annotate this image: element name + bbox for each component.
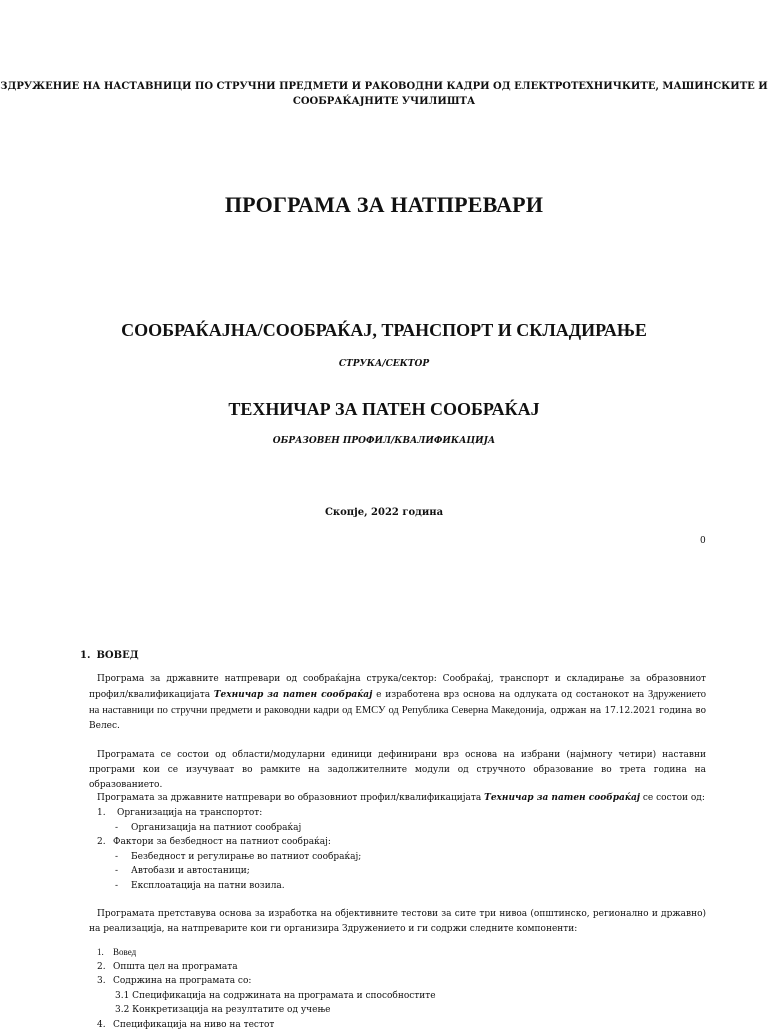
- list-item: 3. Содржина на програмата со:: [97, 974, 436, 989]
- document-title: ПРОГРАМА ЗА НАТПРЕВАРИ: [0, 192, 768, 218]
- intro-paragraph-2: Програмата се состои од области/модуларни единици дефинирани врз основа на избрани (најмногу четири) наставни програми кои се изучуваат во рамките на задолжителните модули од стручното образование во трета година на образованието.: [89, 748, 706, 793]
- list-subitem: - Експлоатација на патни возила.: [97, 879, 361, 894]
- components-list: [97, 945, 436, 1032]
- organization-line-1: ЗДРУЖЕНИЕ НА НАСТАВНИЦИ ПО СТРУЧНИ ПРЕДМЕТИ И РАКОВОДНИ КАДРИ ОД ЕЛЕКТРОТЕХНИЧКИТЕ, МАШИНСКИТЕ И: [0, 79, 768, 94]
- section-heading: [80, 650, 145, 661]
- list-item: 1. Организација на транспортот:: [97, 806, 361, 821]
- section-number: 1.: [80, 650, 90, 661]
- profile-emphasis: Техничар за патен сообраќај: [214, 690, 373, 700]
- list-item: 2. Општа цел на програмата: [97, 960, 436, 975]
- list-subitem: 3.1 Спецификација на содржината на програмата и способностите: [97, 989, 436, 1004]
- list-subitem: - Безбедност и регулирање во патниот сообраќај;: [97, 850, 361, 865]
- profile-caption: ОБРАЗОВЕН ПРОФИЛ/КВАЛИФИКАЦИЈА: [0, 436, 768, 446]
- place-and-year: Скопје, 2022 година: [0, 507, 768, 518]
- list-item: 1. Вовед: [97, 945, 436, 960]
- association-name: Здружението на наставници по стручни предмети и раководни кадри од ЕМСУ од Република Северна Македонија: [89, 689, 706, 716]
- list-subitem: 3.2 Конкретизација на резултатите од учење: [97, 1003, 436, 1018]
- section-title: ВОВЕД: [96, 650, 138, 661]
- intro-paragraph-1: Програма за државните натпревари од сообраќајна струка/сектор: Сообраќај, транспорт и складирање за образовниот профил/квалификацијата Техничар за патен сообраќај е изработена врз основа на одлуката од состанокот на Здружението на наставници по стручни предмети и раководни кадри од ЕМСУ од Република Северна Македонија, одржан на 17.12.2021 година во Велес.: [89, 672, 706, 734]
- organization-line-2: СООБРАЌАЈНИТЕ УЧИЛИШТА: [0, 94, 768, 109]
- list-item: 4. Спецификација на ниво на тестот: [97, 1018, 436, 1032]
- page-number: 0: [700, 536, 706, 546]
- intro-paragraph-4: Програмата претставува основа за изработка на објективните тестови за сите три нивоа (општинско, регионално и државно) на реализација, на натпреварите кои ги организира Здружението и ги содржи следните компоненти:: [89, 907, 706, 937]
- sector-caption: СТРУКА/СЕКТОР: [0, 359, 768, 369]
- profile-name: ТЕХНИЧАР ЗА ПАТЕН СООБРАЌАЈ: [0, 399, 768, 420]
- sector-name: СООБРАЌАЈНА/СООБРАЌАЈ, ТРАНСПОРТ И СКЛАДИРАЊЕ: [0, 320, 768, 341]
- list-subitem: - Организација на патниот сообраќај: [97, 821, 361, 836]
- list-item: 2. Фактори за безбедност на патниот сообраќај:: [97, 835, 361, 850]
- organization-header: [0, 79, 768, 109]
- profile-emphasis: Техничар за патен сообраќај: [484, 793, 640, 803]
- list-subitem: - Автобази и автостаници;: [97, 864, 361, 879]
- subjects-list: [97, 806, 361, 893]
- intro-paragraph-3: Програмата за државните натпревари во образовниот профил/квалификацијата Техничар за патен сообраќај се состои од:: [89, 791, 706, 806]
